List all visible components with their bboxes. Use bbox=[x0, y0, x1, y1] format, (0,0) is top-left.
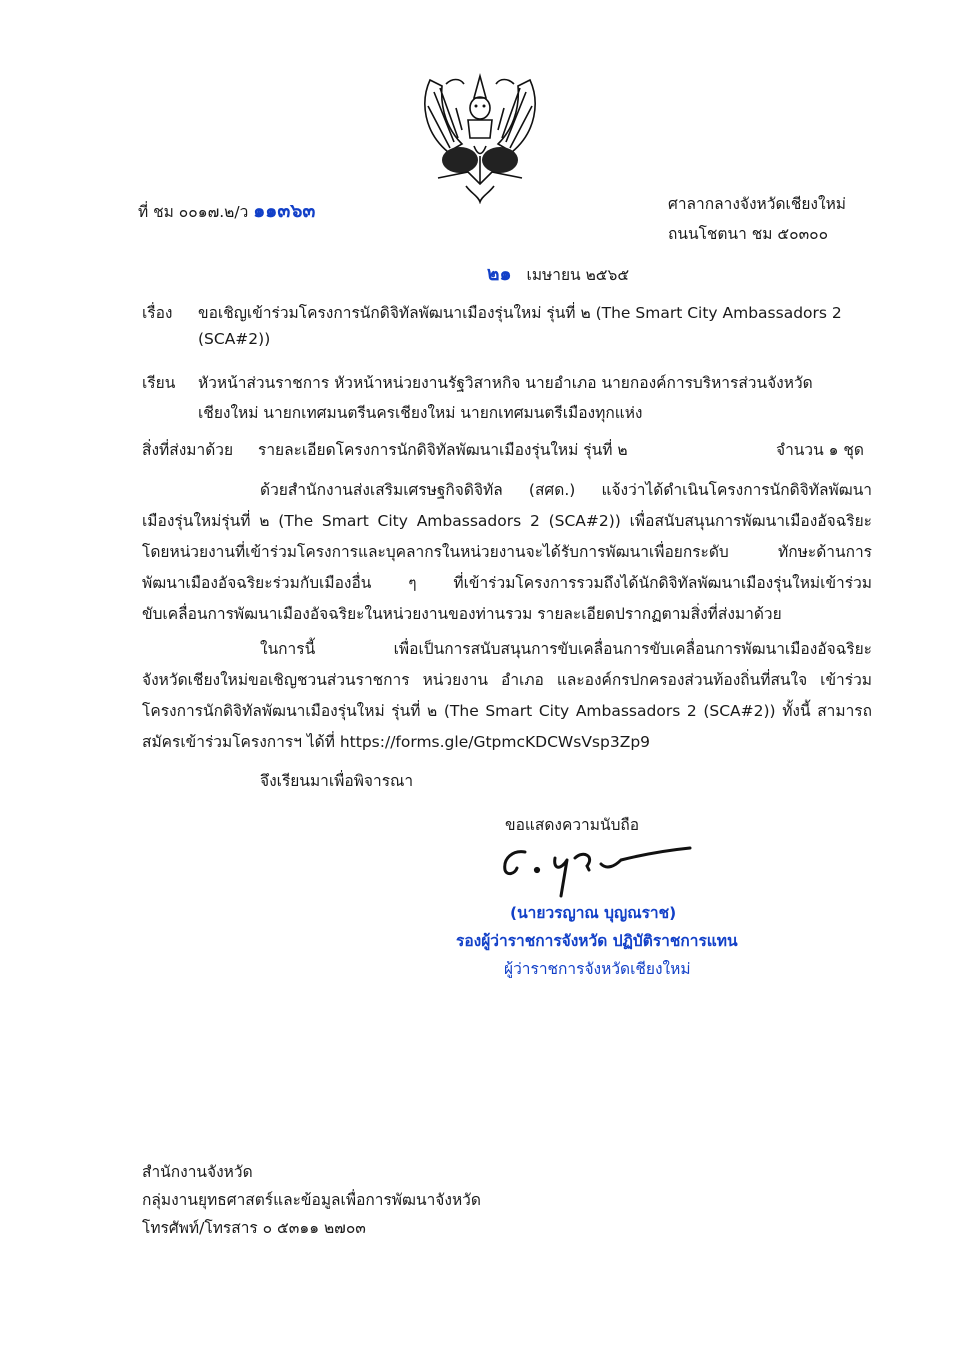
paragraph-2-line: จังหวัดเชียงใหม่ขอเชิญชวนส่วนราชการ หน่วยงาน อำเภอ และองค์กรปกครองส่วนท้องถิ่นที่สนใจ เข้าร่วม bbox=[142, 671, 872, 689]
paragraph-2-line-with-link[interactable]: สมัครเข้าร่วมโครงการฯ ได้ที่ https://forms.gle/GtpmcKDCWsVsp3Zp9 bbox=[142, 733, 651, 751]
footer-division: กลุ่มงานยุทธศาสตร์และข้อมูลเพื่อการพัฒนาจังหวัด bbox=[142, 1191, 481, 1209]
document-reference bbox=[138, 196, 315, 226]
recipient-line1: หัวหน้าส่วนราชการ หัวหน้าหน่วยงานรัฐวิสาหกิจ นายอำเภอ นายกองค์การบริหารส่วนจังหวัด bbox=[198, 374, 813, 392]
complimentary-close: ขอแสดงความนับถือ bbox=[505, 816, 640, 834]
signatory-title-line2: ผู้ว่าราชการจังหวัดเชียงใหม่ bbox=[504, 960, 691, 978]
enclosure-quantity: จำนวน ๑ ชุด bbox=[776, 441, 864, 459]
document-date bbox=[487, 259, 629, 289]
paragraph-1-line: ด้วยสำนักงานส่งเสริมเศรษฐกิจดิจิทัล (สศด.) แจ้งว่าได้ดำเนินโครงการนักดิจิทัลพัฒนา bbox=[260, 481, 872, 499]
signatory-name: (นายวรญาณ บุญณราช) bbox=[510, 904, 677, 922]
recipient-label: เรียน bbox=[142, 374, 176, 392]
footer-phone-fax: โทรศัพท์/โทรสาร ๐ ๕๓๑๑ ๒๗๐๓ bbox=[142, 1219, 366, 1237]
reference-prefix: ที่ ชม ๐๐๑๗.๒/ว bbox=[138, 203, 249, 221]
office-address-line2: ถนนโชตนา ชม ๕๐๓๐๐ bbox=[668, 225, 829, 243]
enclosure-label: สิ่งที่ส่งมาด้วย bbox=[142, 441, 234, 459]
reference-number-handwritten: ๑๑๓๖๓ bbox=[253, 200, 316, 222]
subject-line2: (SCA#2)) bbox=[198, 330, 271, 348]
subject-label: เรื่อง bbox=[142, 304, 173, 322]
office-address-line1: ศาลากลางจังหวัดเชียงใหม่ bbox=[668, 195, 847, 213]
subject-line1: ขอเชิญเข้าร่วมโครงการนักดิจิทัลพัฒนาเมืองรุ่นใหม่ รุ่นที่ ๒ (The Smart City Ambassadors 2 bbox=[198, 304, 842, 322]
closing-request: จึงเรียนมาเพื่อพิจารณา bbox=[260, 772, 414, 790]
enclosure-text: รายละเอียดโครงการนักดิจิทัลพัฒนาเมืองรุ่นใหม่ รุ่นที่ ๒ bbox=[258, 441, 628, 459]
paragraph-2-line: โครงการนักดิจิทัลพัฒนาเมืองรุ่นใหม่ รุ่นที่ ๒ (The Smart City Ambassadors 2 (SCA#2)) ทั้งนี้ สามารถ bbox=[142, 702, 872, 720]
paragraph-1-line: ขับเคลื่อนการพัฒนาเมืองอัจฉริยะในหน่วยงานของท่านรวม รายละเอียดปรากฏตามสิ่งที่ส่งมาด้วย bbox=[142, 605, 782, 623]
garuda-emblem-icon bbox=[418, 72, 542, 204]
footer-office: สำนักงานจังหวัด bbox=[142, 1163, 253, 1181]
handwritten-signature-icon bbox=[495, 840, 695, 900]
paragraph-1-line: พัฒนาเมืองอัจฉริยะร่วมกับเมืองอื่น ๆ ที่เข้าร่วมโครงการรวมถึงได้นักดิจิทัลพัฒนาเมืองรุ่นใหม่เข้าร่วม bbox=[142, 574, 872, 592]
signatory-title-line1: รองผู้ว่าราชการจังหวัด ปฏิบัติราชการแทน bbox=[456, 932, 738, 950]
paragraph-1-line: เมืองรุ่นใหม่รุ่นที่ ๒ (The Smart City Ambassadors 2 (SCA#2)) เพื่อสนับสนุนการพัฒนาเมืองอัจฉริยะ bbox=[142, 512, 872, 530]
paragraph-1-line: โดยหน่วยงานที่เข้าร่วมโครงการและบุคลากรในหน่วยงานจะได้รับการพัฒนาเพื่อยกระดับ ทักษะด้านการ bbox=[142, 543, 872, 561]
recipient-line2: เชียงใหม่ นายกเทศมนตรีนครเชียงใหม่ นายกเทศมนตรีเมืองทุกแห่ง bbox=[198, 404, 643, 422]
paragraph-2-line: ในการนี้ เพื่อเป็นการสนับสนุนการขับเคลื่อนการขับเคลื่อนการพัฒนาเมืองอัจฉริยะ bbox=[260, 640, 872, 658]
date-day-handwritten: ๒๑ bbox=[487, 263, 512, 285]
date-month-year: เมษายน ๒๕๖๕ bbox=[526, 266, 630, 284]
